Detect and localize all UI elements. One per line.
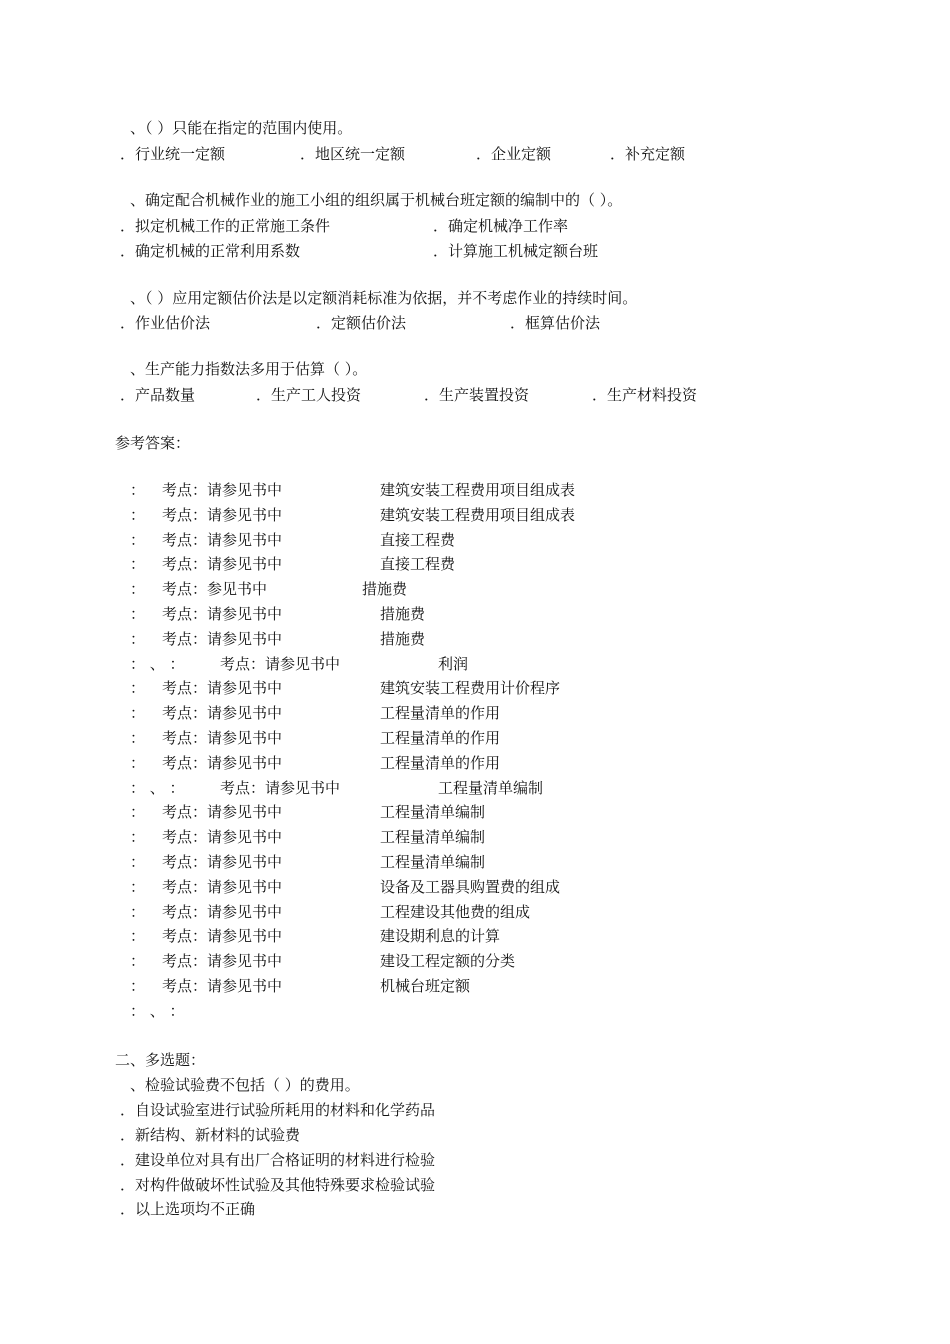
question-1-option-c: ．企业定额 — [476, 145, 552, 163]
answer-topic: 工程量清单编制 — [438, 779, 544, 797]
answer-prefix: ： — [130, 605, 146, 623]
answer-row — [0, 629, 950, 649]
answer-point: 考点：请参见书中 — [162, 481, 283, 499]
answer-row — [0, 604, 950, 624]
answer-point: 考点：请参见书中 — [162, 903, 283, 921]
answer-prefix: ： — [130, 754, 146, 772]
answer-point: 考点：请参见书中 — [162, 506, 283, 524]
question-2-option-a: ．拟定机械工作的正常施工条件 — [120, 217, 331, 235]
answer-prefix: ： — [130, 853, 146, 871]
answer-point: 考点：请参见书中 — [162, 853, 283, 871]
answer-row — [0, 480, 950, 500]
question-3-option-a: ．作业估价法 — [120, 314, 211, 332]
answer-row — [0, 827, 950, 847]
answer-topic: 机械台班定额 — [380, 977, 471, 995]
answer-point: 考点：请参见书中 — [162, 555, 283, 573]
answer-prefix: ： — [130, 878, 146, 896]
answer-prefix: ： — [130, 729, 146, 747]
answer-prefix: ： — [130, 803, 146, 821]
answer-prefix: ： 、 ： — [130, 655, 185, 673]
answer-row — [0, 902, 950, 922]
answer-prefix: ： — [130, 506, 146, 524]
answer-point: 考点：请参见书中 — [162, 679, 283, 697]
answer-prefix: ： — [130, 952, 146, 970]
answer-row — [0, 554, 950, 574]
answer-topic: 建筑安装工程费用项目组成表 — [380, 481, 576, 499]
answer-row — [0, 505, 950, 525]
answer-point: 考点：请参见书中 — [162, 803, 283, 821]
answer-point: 考点：请参见书中 — [162, 977, 283, 995]
answer-prefix: ： 、 ： — [130, 1002, 185, 1020]
answer-prefix: ： — [130, 555, 146, 573]
answer-point: 考点：请参见书中 — [162, 754, 283, 772]
answer-prefix: ： 、 ： — [130, 779, 185, 797]
answer-row — [0, 778, 950, 798]
answer-point: 考点：请参见书中 — [162, 729, 283, 747]
question-1-option-a: ．行业统一定额 — [120, 145, 226, 163]
answer-prefix: ： — [130, 630, 146, 648]
answer-topic: 工程量清单编制 — [380, 853, 486, 871]
answer-row — [0, 579, 950, 599]
answer-topic: 直接工程费 — [380, 555, 456, 573]
answer-point: 考点：请参见书中 — [162, 828, 283, 846]
answers-title: 参考答案： — [115, 434, 191, 452]
answer-prefix: ： — [130, 977, 146, 995]
answer-topic: 建设期利息的计算 — [380, 927, 501, 945]
answer-point: 考点：请参见书中 — [220, 779, 341, 797]
section-2-title: 二、多选题： — [115, 1051, 206, 1069]
answer-point: 考点：请参见书中 — [220, 655, 341, 673]
answer-prefix: ： — [130, 927, 146, 945]
section-2-option-c: ．建设单位对具有出厂合格证明的材料进行检验 — [120, 1151, 436, 1169]
answer-point: 考点：请参见书中 — [162, 605, 283, 623]
answer-topic: 工程量清单的作用 — [380, 754, 501, 772]
question-3-option-b: ．定额估价法 — [316, 314, 407, 332]
answer-point: 考点：请参见书中 — [162, 704, 283, 722]
answer-topic: 措施费 — [362, 580, 408, 598]
answer-topic: 工程量清单的作用 — [380, 729, 501, 747]
question-2-stem: 、确定配合机械作业的施工小组的组织属于机械台班定额的编制中的（ ）。 — [130, 191, 623, 209]
section-2-option-b: ．新结构、新材料的试验费 — [120, 1126, 301, 1144]
answer-row — [0, 1001, 950, 1021]
question-2-option-d: ．计算施工机械定额台班 — [433, 242, 599, 260]
answer-row — [0, 951, 950, 971]
answer-topic: 建筑安装工程费用项目组成表 — [380, 506, 576, 524]
answer-point: 考点：请参见书中 — [162, 878, 283, 896]
question-1-option-b: ．地区统一定额 — [300, 145, 406, 163]
question-4-option-b: ．生产工人投资 — [256, 386, 362, 404]
question-3-stem: 、（ ）应用定额估价法是以定额消耗标准为依据，并不考虑作业的持续时间。 — [130, 289, 638, 307]
answer-topic: 工程建设其他费的组成 — [380, 903, 531, 921]
question-4-stem: 、生产能力指数法多用于估算（ ）。 — [130, 360, 368, 378]
answer-topic: 建筑安装工程费用计价程序 — [380, 679, 561, 697]
answer-topic: 措施费 — [380, 630, 426, 648]
answer-prefix: ： — [130, 481, 146, 499]
question-2-option-b: ．确定机械净工作率 — [433, 217, 569, 235]
answer-row — [0, 877, 950, 897]
question-4-option-c: ．生产装置投资 — [424, 386, 530, 404]
answer-row — [0, 753, 950, 773]
answer-prefix: ： — [130, 903, 146, 921]
question-1-stem: 、（ ）只能在指定的范围内使用。 — [130, 119, 353, 137]
section-2-option-a: ．自设试验室进行试验所耗用的材料和化学药品 — [120, 1101, 436, 1119]
answer-row — [0, 926, 950, 946]
answer-topic: 措施费 — [380, 605, 426, 623]
answer-prefix: ： — [130, 704, 146, 722]
answer-point: 考点：请参见书中 — [162, 952, 283, 970]
answer-row — [0, 678, 950, 698]
answer-prefix: ： — [130, 580, 146, 598]
question-4-option-a: ．产品数量 — [120, 386, 196, 404]
answer-topic: 工程量清单编制 — [380, 828, 486, 846]
question-1-option-d: ．补充定额 — [610, 145, 686, 163]
answer-topic: 设备及工器具购置费的组成 — [380, 878, 561, 896]
answer-topic: 工程量清单编制 — [380, 803, 486, 821]
question-4-option-d: ．生产材料投资 — [592, 386, 698, 404]
answer-point: 考点：请参见书中 — [162, 531, 283, 549]
answer-topic: 直接工程费 — [380, 531, 456, 549]
question-2-option-c: ．确定机械的正常利用系数 — [120, 242, 301, 260]
answer-row — [0, 728, 950, 748]
answer-topic: 利润 — [438, 655, 469, 673]
answer-row — [0, 802, 950, 822]
section-2-option-e: ．以上选项均不正确 — [120, 1200, 256, 1218]
answer-row — [0, 530, 950, 550]
answer-row — [0, 976, 950, 996]
answer-point: 考点：请参见书中 — [162, 630, 283, 648]
answer-row — [0, 852, 950, 872]
answer-prefix: ： — [130, 679, 146, 697]
answer-topic: 工程量清单的作用 — [380, 704, 501, 722]
answer-row — [0, 703, 950, 723]
section-2-question-stem: 、检验试验费不包括（ ）的费用。 — [130, 1076, 360, 1094]
answer-prefix: ： — [130, 828, 146, 846]
section-2-option-d: ．对构件做破坏性试验及其他特殊要求检验试验 — [120, 1176, 436, 1194]
question-3-option-c: ．框算估价法 — [510, 314, 601, 332]
answer-topic: 建设工程定额的分类 — [380, 952, 516, 970]
answer-point: 考点：请参见书中 — [162, 927, 283, 945]
answer-row — [0, 654, 950, 674]
answer-prefix: ： — [130, 531, 146, 549]
answer-point: 考点：参见书中 — [162, 580, 268, 598]
